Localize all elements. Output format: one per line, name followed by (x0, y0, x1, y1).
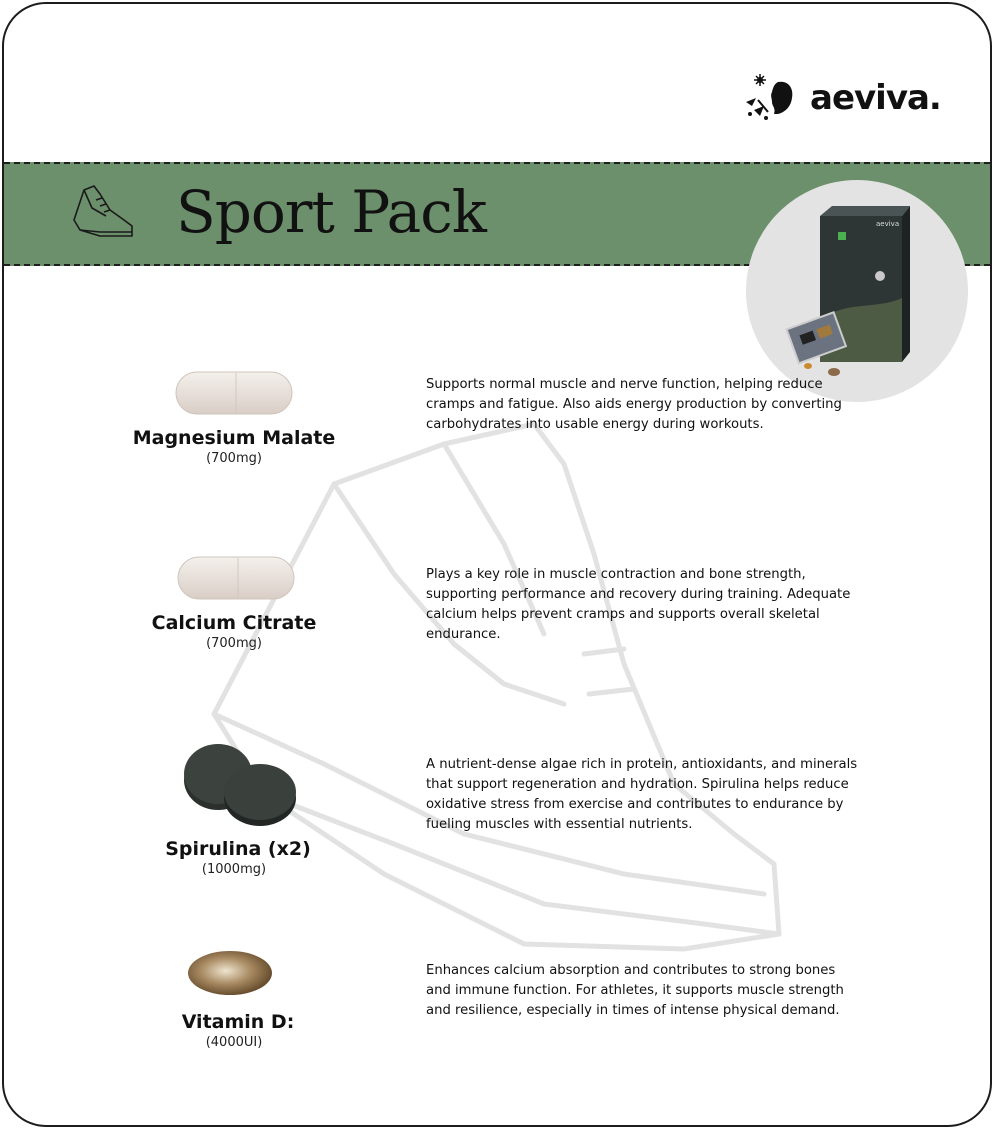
vitamin-d-softgel-icon (184, 946, 276, 1000)
item-dose: (700mg) (206, 451, 262, 466)
page-title: Sport Pack (176, 178, 486, 246)
sneaker-icon (70, 180, 136, 244)
item-dose: (4000UI) (205, 1035, 263, 1050)
item-name: Vitamin D: (181, 1011, 295, 1033)
item-description: Supports normal muscle and nerve function, helping reduce cramps and fatigue. Also aids energy production by converting carbohydrates into usable energy during workouts. (426, 377, 842, 432)
item-description: Plays a key role in muscle contraction and bone strength, supporting performance and recovery during training. Adequate calcium helps prevent cramps and supports overall skeletal endurance. (426, 567, 851, 642)
spirulina-tablets-icon (180, 736, 304, 828)
calcium-capsule-icon (174, 553, 298, 603)
brand-mark-icon (742, 72, 804, 124)
item-dose: (1000mg) (201, 862, 267, 877)
item-description: Enhances calcium absorption and contributes to strong bones and immune function. For athletes, it supports muscle strength and resilience, especially in times of intense physical demand. (426, 963, 844, 1018)
item-name: Calcium Citrate (151, 612, 317, 634)
shoe-watermark-icon (204, 404, 804, 964)
page-card (2, 2, 992, 1127)
item-name: Magnesium Malate (132, 427, 336, 449)
product-image (746, 180, 968, 402)
brand-name: aeviva. (810, 78, 941, 118)
product-box-icon (746, 180, 968, 402)
magnesium-capsule-icon (172, 368, 296, 418)
item-name: Spirulina (x2) (165, 838, 311, 860)
item-description: A nutrient-dense algae rich in protein, antioxidants, and minerals that support regeneration and hydration. Spirulina helps reduce oxidative stress from exercise and contributes to endurance by fueling muscles with essential nutrients. (426, 757, 858, 832)
item-dose: (700mg) (206, 636, 262, 651)
svg-text:aeviva: aeviva (876, 220, 900, 228)
brand-logo (742, 70, 941, 126)
